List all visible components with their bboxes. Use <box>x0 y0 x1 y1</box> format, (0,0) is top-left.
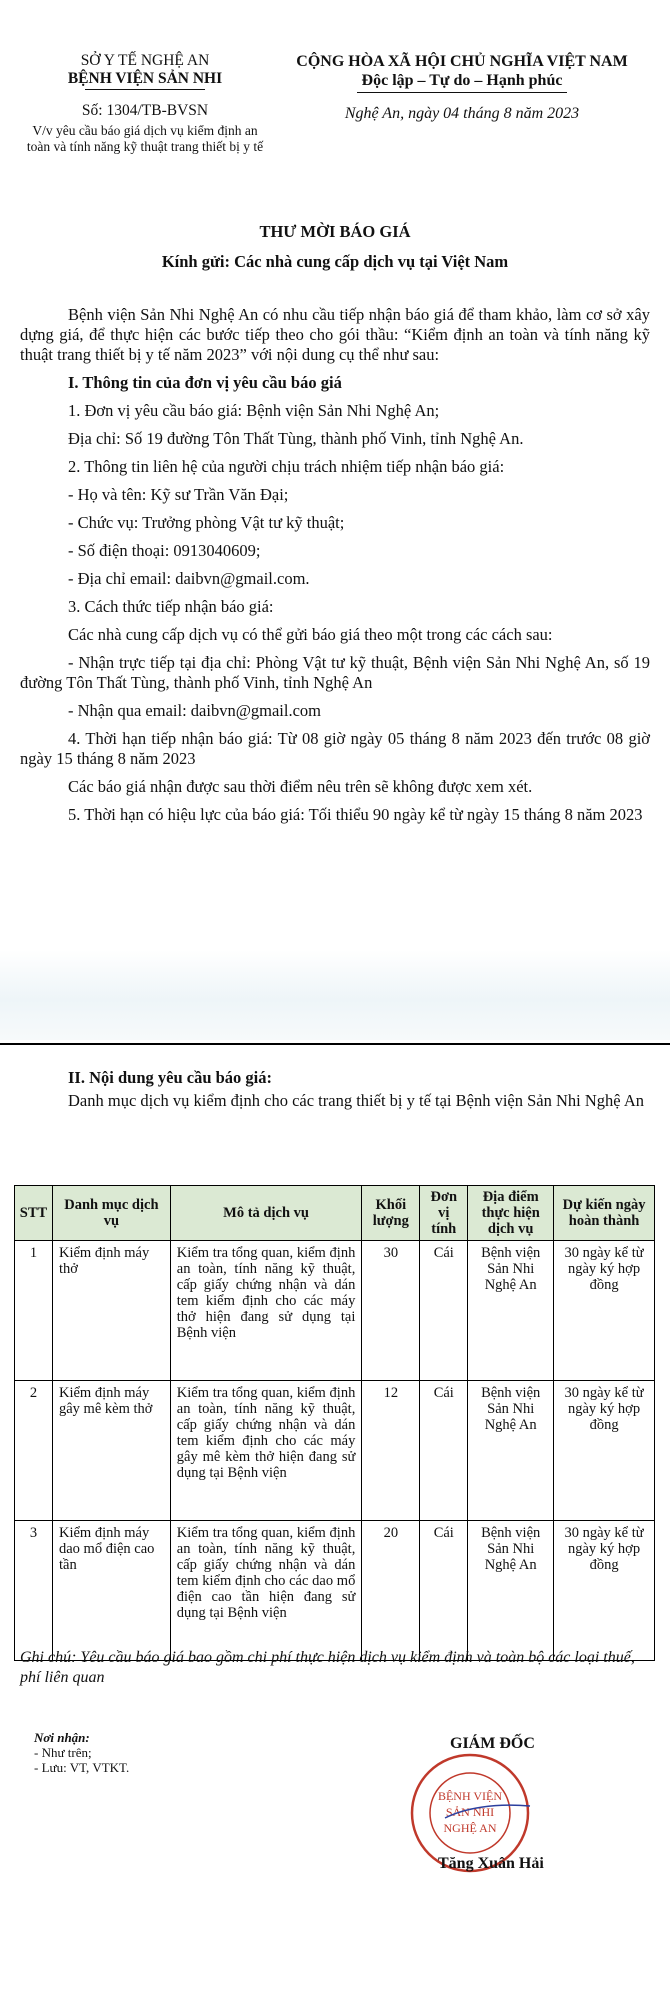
table-cell: Bệnh viện Sản Nhi Nghệ An <box>468 1521 554 1661</box>
body-line: 5. Thời hạn có hiệu lực của báo giá: Tối thiểu 90 ngày kể từ ngày 15 tháng 8 năm 2023 <box>68 805 643 824</box>
recipient-item: - Như trên; <box>34 1745 92 1760</box>
table-cell: Kiểm định máy dao mổ điện cao tần <box>52 1521 170 1661</box>
table-header-row <box>15 1186 655 1241</box>
seal-text: NGHỆ AN <box>443 1821 497 1835</box>
document-date: Nghệ An, ngày 04 tháng 8 năm 2023 <box>344 105 580 122</box>
section-1-heading: I. Thông tin của đơn vị yêu cầu báo giá <box>68 373 342 392</box>
divider <box>85 89 205 90</box>
body-line: - Địa chỉ email: daibvn@gmail.com. <box>68 569 310 588</box>
body-section-1 <box>20 305 650 833</box>
body-line: - Họ và tên: Kỹ sư Trần Văn Đại; <box>68 485 289 504</box>
table-cell: Kiểm tra tổng quan, kiểm định an toàn, tính năng kỹ thuật, cấp giấy chứng nhận và dán tem kiểm định cho các máy gây mê kèm thở hiện đang sử dụng tại Bệnh viện <box>170 1381 362 1521</box>
body-line: Các báo giá nhận được sau thời điểm nêu trên sẽ không được xem xét. <box>68 777 533 796</box>
table-cell: Bệnh viện Sản Nhi Nghệ An <box>468 1381 554 1521</box>
department-name: SỞ Y TẾ NGHỆ AN <box>80 52 210 69</box>
body-line: Các nhà cung cấp dịch vụ có thể gửi báo giá theo một trong các cách sau: <box>68 625 553 644</box>
column-header: Mô tả dịch vụ <box>170 1186 362 1241</box>
intro-paragraph: Bệnh viện Sản Nhi Nghệ An có nhu cầu tiếp nhận báo giá để tham khảo, làm cơ sở xây dựng giá, để thực hiện các bước tiếp theo cho gói thầu: “Kiểm định an toàn và tính năng kỹ thuật trang thiết bị y tế năm 2023” với nội dung cụ thể như sau: <box>20 305 650 364</box>
table-row <box>15 1241 655 1381</box>
body-line: 4. Thời hạn tiếp nhận báo giá: Từ 08 giờ ngày 05 tháng 8 năm 2023 đến trước 08 giờ ngày 15 tháng 8 năm 2023 <box>20 729 650 768</box>
column-header: Khối lượng <box>362 1186 420 1241</box>
country-name: CỘNG HÒA XÃ HỘI CHỦ NGHĨA VIỆT NAM <box>296 53 628 70</box>
divider <box>357 92 567 93</box>
column-header: Danh mục dịch vụ <box>52 1186 170 1241</box>
table-cell: 30 ngày kể từ ngày ký hợp đồng <box>554 1241 655 1381</box>
table-cell: Kiểm tra tổng quan, kiểm định an toàn, tính năng kỹ thuật, cấp giấy chứng nhận và dán tem kiểm định cho các dao mổ điện cao tần hiện đang sử dụng tại Bệnh viện <box>170 1521 362 1661</box>
document-title: THƯ MỜI BÁO GIÁ <box>259 222 411 241</box>
table-cell: 20 <box>362 1521 420 1661</box>
recipients-title: Nơi nhận: <box>34 1730 90 1745</box>
section-2-description: Danh mục dịch vụ kiểm định cho các trang thiết bị y tế tại Bệnh viện Sản Nhi Nghệ An <box>68 1091 644 1110</box>
table-cell: 30 ngày kể từ ngày ký hợp đồng <box>554 1521 655 1661</box>
body-line: Địa chỉ: Số 19 đường Tôn Thất Tùng, thành phố Vinh, tỉnh Nghệ An. <box>68 429 524 448</box>
table-row <box>15 1521 655 1661</box>
addressee: Kính gửi: Các nhà cung cấp dịch vụ tại Việt Nam <box>161 252 509 271</box>
body-line: - Chức vụ: Trưởng phòng Vật tư kỹ thuật; <box>68 513 345 532</box>
document-number: Số: 1304/TB-BVSN <box>81 102 209 119</box>
table-cell: Cái <box>420 1521 468 1661</box>
signer-title: GIÁM ĐỐC <box>450 1735 535 1752</box>
seal-text: SẢN NHI <box>445 1805 495 1819</box>
table-cell: Cái <box>420 1241 468 1381</box>
column-header: STT <box>15 1186 53 1241</box>
body-section-2 <box>20 1068 650 1114</box>
body-line: - Số điện thoại: 0913040609; <box>68 541 261 560</box>
hospital-name: BỆNH VIỆN SẢN NHI <box>67 70 223 87</box>
body-line: 2. Thông tin liên hệ của người chịu trách nhiệm tiếp nhận báo giá: <box>68 457 505 476</box>
seal-text: BỆNH VIỆN <box>437 1789 503 1803</box>
service-table <box>14 1185 655 1661</box>
signer-name: Tăng Xuân Hải <box>438 1855 544 1872</box>
recipients-block <box>34 1730 129 1775</box>
agency-header <box>20 52 270 155</box>
table-cell: Kiểm định máy gây mê kèm thở <box>52 1381 170 1521</box>
table-cell: Cái <box>420 1381 468 1521</box>
column-header: Địa điểm thực hiện dịch vụ <box>468 1186 554 1241</box>
section-2-heading: II. Nội dung yêu cầu báo giá: <box>68 1068 273 1087</box>
document-subject: V/v yêu cầu báo giá dịch vụ kiểm định an toàn và tính năng kỹ thuật trang thiết bị y tế <box>26 123 264 154</box>
page-divider <box>0 1043 670 1045</box>
table-row <box>15 1381 655 1521</box>
recipient-item: - Lưu: VT, VTKT. <box>34 1760 130 1775</box>
table-cell: 3 <box>15 1521 53 1661</box>
national-header <box>262 52 662 123</box>
table-cell: 30 <box>362 1241 420 1381</box>
motto: Độc lập – Tự do – Hạnh phúc <box>361 72 563 89</box>
body-line: 3. Cách thức tiếp nhận báo giá: <box>68 597 274 616</box>
body-line: - Nhận trực tiếp tại địa chỉ: Phòng Vật tư kỹ thuật, Bệnh viện Sản Nhi Nghệ An, số 19 đường Tôn Thất Tùng, thành phố Vinh, tỉnh Nghệ An <box>20 653 650 692</box>
note: Ghi chú: Yêu cầu báo giá bao gồm chi phí thực hiện dịch vụ kiểm định và toàn bộ các loại thuế, phí liên quan <box>20 1649 635 1686</box>
body-line: 1. Đơn vị yêu cầu báo giá: Bệnh viện Sản Nhi Nghệ An; <box>68 401 440 420</box>
column-header: Dự kiến ngày hoàn thành <box>554 1186 655 1241</box>
table-cell: 2 <box>15 1381 53 1521</box>
table-cell: Kiểm tra tổng quan, kiểm định an toàn, tính năng kỹ thuật, cấp giấy chứng nhận và dán tem kiểm định cho các máy thở hiện đang sử dụng tại Bệnh viện <box>170 1241 362 1381</box>
table-cell: Kiểm định máy thở <box>52 1241 170 1381</box>
table-cell: Bệnh viện Sản Nhi Nghệ An <box>468 1241 554 1381</box>
table-cell: 30 ngày kể từ ngày ký hợp đồng <box>554 1381 655 1521</box>
table-cell: 12 <box>362 1381 420 1521</box>
page-bottom-shade <box>0 950 670 1040</box>
table-cell: 1 <box>15 1241 53 1381</box>
column-header: Đơn vị tính <box>420 1186 468 1241</box>
body-line: - Nhận qua email: daibvn@gmail.com <box>68 701 322 720</box>
